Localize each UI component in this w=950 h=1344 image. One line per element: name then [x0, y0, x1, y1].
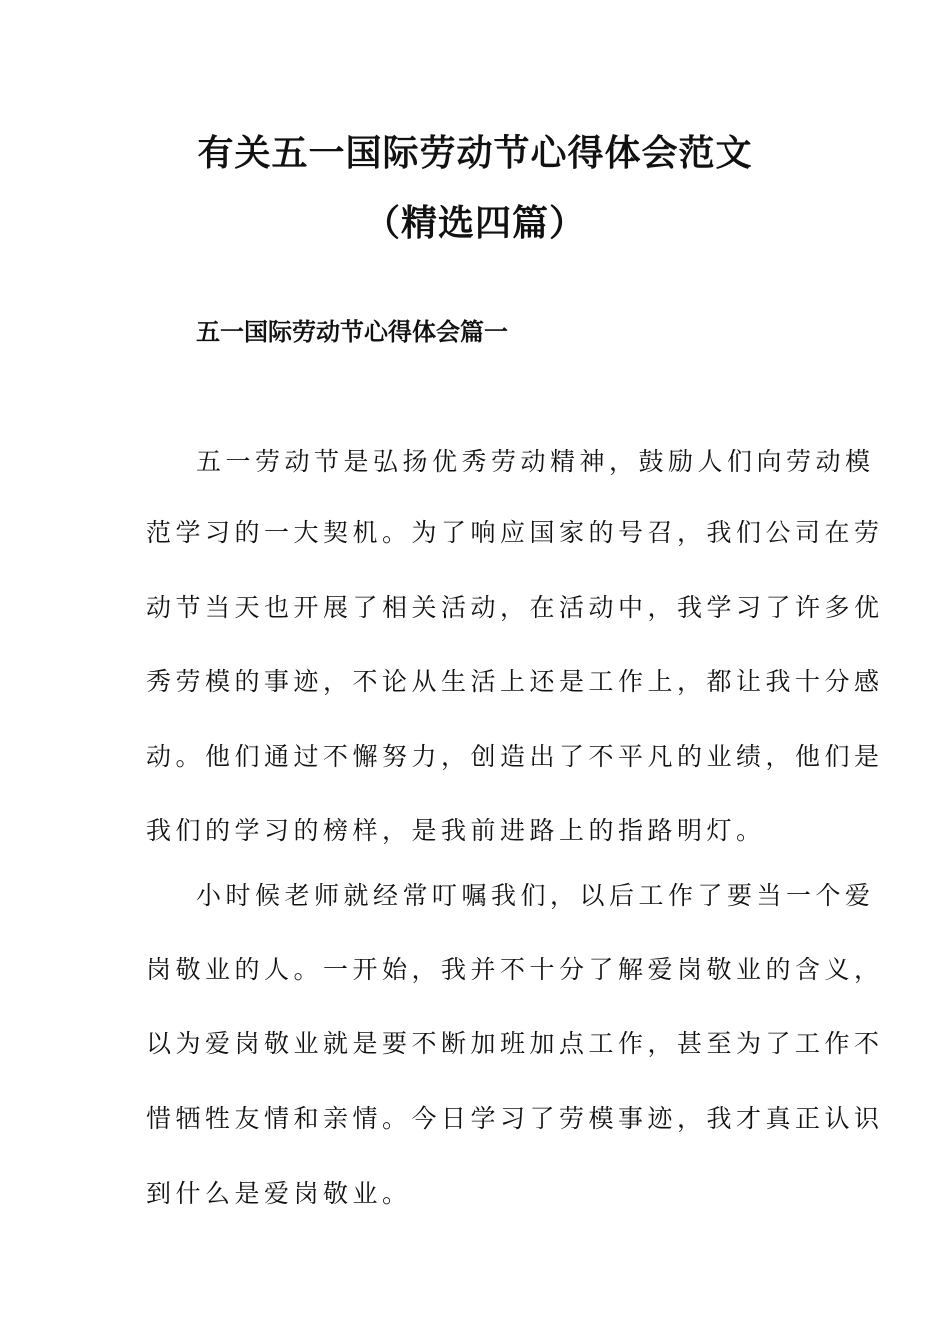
paragraph-line: 五一劳动节是弘扬优秀劳动精神，鼓励人们向劳动模 [196, 447, 875, 476]
section-heading: 五一国际劳动节心得体会篇一 [196, 318, 508, 346]
paragraph-line: 惜牺牲友情和亲情。今日学习了劳模事迹，我才真正认识 [146, 1104, 884, 1133]
paragraph-line: 动。他们通过不懈努力，创造出了不平凡的业绩，他们是 [146, 742, 884, 771]
paragraph-line: 以为爱岗敬业就是要不断加班加点工作，甚至为了工作不 [146, 1029, 884, 1058]
paragraph-line: 到什么是爱岗敬业。 [146, 1179, 412, 1208]
document-title: 有关五一国际劳动节心得体会范文 [197, 132, 753, 174]
paragraph-line: 小时候老师就经常叮嘱我们，以后工作了要当一个爱 [196, 881, 875, 910]
paragraph-line: 动节当天也开展了相关活动，在活动中，我学习了许多优 [146, 593, 884, 622]
paragraph-line: 范学习的一大契机。为了响应国家的号召，我们公司在劳 [146, 518, 884, 547]
paragraph-line: 我们的学习的榜样，是我前进路上的指路明灯。 [146, 816, 766, 845]
paragraph-line: 岗敬业的人。一开始，我并不十分了解爱岗敬业的含义， [146, 955, 884, 984]
document-subtitle: （精选四篇） [363, 202, 586, 244]
paragraph-line: 秀劳模的事迹，不论从生活上还是工作上，都让我十分感 [146, 667, 884, 696]
